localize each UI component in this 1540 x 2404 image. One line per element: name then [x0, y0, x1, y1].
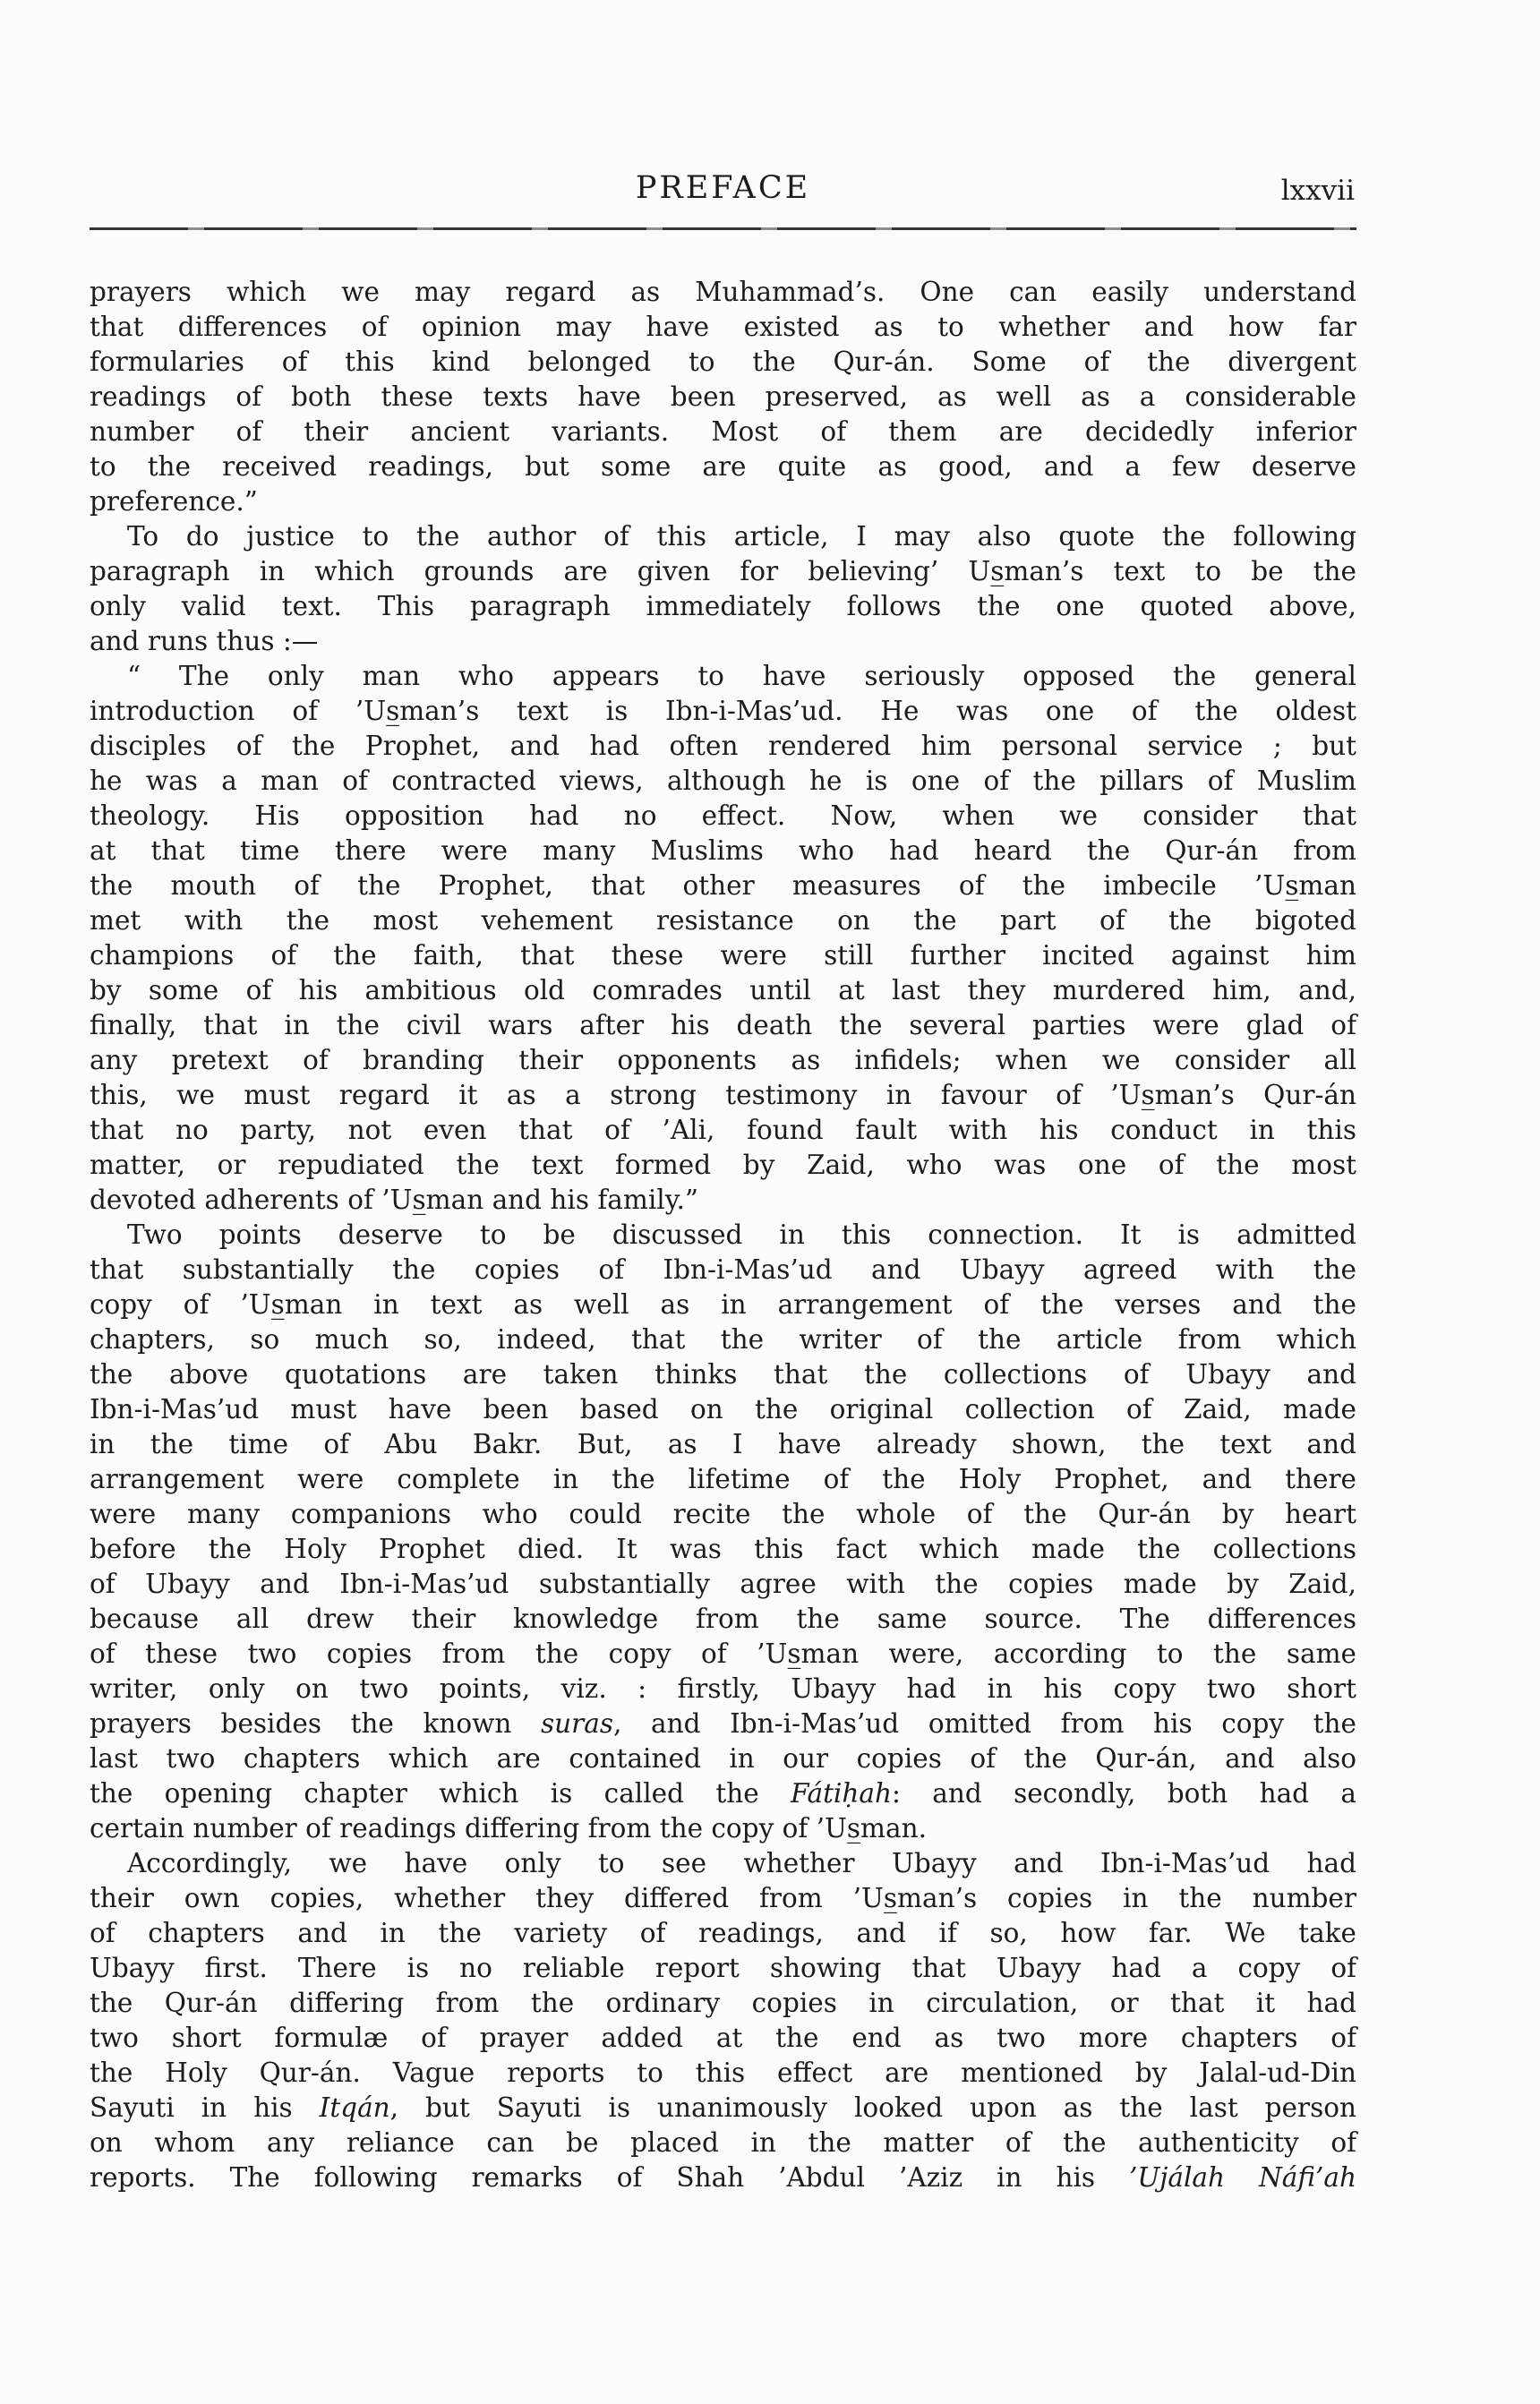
text-line: only valid text. This paragraph immediately follows the one quoted above, — [90, 591, 1356, 621]
text-line: preference.” — [90, 486, 258, 517]
text-line: two short formulæ of prayer added at the end as two more chapters of — [90, 2023, 1356, 2053]
text-line: to the received readings, but some are quite as good, and a few deserve — [90, 451, 1356, 482]
text-line: arrangement were complete in the lifetime of the Holy Prophet, and there — [90, 1464, 1356, 1494]
header-rule-divider — [90, 227, 1356, 230]
text-line: Two points deserve to be discussed in this connection. It is admitted — [127, 1219, 1356, 1250]
paragraph — [90, 1218, 1356, 1846]
text-line: this, we must regard it as a strong testimony in favour of ’Us̲man’s Qur-án — [90, 1080, 1356, 1110]
text-line: the above quotations are taken thinks that the collections of Ubayy and — [90, 1359, 1356, 1390]
text-line: were many companions who could recite the whole of the Qur-án by heart — [90, 1499, 1356, 1529]
text-line: formularies of this kind belonged to the Qur-án. Some of the divergent — [90, 346, 1356, 377]
paragraph — [90, 1846, 1356, 2195]
text-line: met with the most vehement resistance on the part of the bigoted — [90, 905, 1356, 936]
text-line: and runs thus :— — [90, 626, 319, 656]
text-line: in the time of Abu Bakr. But, as I have already shown, the text and — [90, 1429, 1356, 1459]
text-line: the Holy Qur-án. Vague reports to this effect are mentioned by Jalal-ud-Din — [90, 2058, 1356, 2088]
text-line: he was a man of contracted views, although he is one of the pillars of Muslim — [90, 766, 1356, 796]
text-line: devoted adherents of ’Us̲man and his family.” — [90, 1185, 698, 1215]
text-line: that differences of opinion may have existed as to whether and how far — [90, 312, 1356, 342]
page-text — [90, 275, 1356, 2195]
text-line: matter, or repudiated the text formed by Zaid, who was one of the most — [90, 1150, 1356, 1180]
text-line: Sayuti in his Itqán, but Sayuti is unanimously looked upon as the last person — [90, 2092, 1357, 2123]
text-line: of these two copies from the copy of ’Us̲man were, according to the same — [90, 1638, 1356, 1669]
text-line: paragraph in which grounds are given for believing’ Us̲man’s text to be the — [90, 556, 1356, 586]
text-line: introduction of ’Us̲man’s text is Ibn-i-Mas’ud. He was one of the oldest — [90, 696, 1356, 726]
paragraph — [90, 519, 1356, 659]
text-line: chapters, so much so, indeed, that the writer of the article from which — [90, 1324, 1356, 1355]
text-line: readings of both these texts have been preserved, as well as a considerable — [90, 381, 1356, 412]
text-line: disciples of the Prophet, and had often rendered him personal service ; but — [90, 731, 1356, 761]
text-line: that no party, not even that of ’Ali, found fault with his conduct in this — [90, 1115, 1356, 1145]
text-line: theology. His opposition had no effect. Now, when we consider that — [90, 800, 1356, 831]
text-line: copy of ’Us̲man in text as well as in arrangement of the verses and the — [90, 1289, 1356, 1320]
page-header — [90, 170, 1356, 211]
text-line: by some of his ambitious old comrades until at last they murdered him, and, — [90, 975, 1356, 1005]
text-line: Accordingly, we have only to see whether Ubayy and Ibn-i-Mas’ud had — [127, 1848, 1356, 1878]
text-line: of Ubayy and Ibn-i-Mas’ud substantially agree with the copies made by Zaid, — [90, 1569, 1356, 1599]
text-line: at that time there were many Muslims who had heard the Qur-án from — [90, 835, 1356, 866]
text-line: because all drew their knowledge from the same source. The differences — [90, 1604, 1356, 1634]
text-line: prayers besides the known suras, and Ibn-i-Mas’ud omitted from his copy the — [90, 1708, 1356, 1739]
page-title: PREFACE — [635, 170, 811, 206]
text-line: certain number of readings differing from the copy of ’Us̲man. — [90, 1813, 927, 1844]
text-line: the opening chapter which is called the Fátiḥah: and secondly, both had a — [90, 1778, 1356, 1809]
text-line: last two chapters which are contained in our copies of the Qur-án, and also — [90, 1743, 1356, 1774]
text-line: Ubayy first. There is no reliable report showing that Ubayy had a copy of — [90, 1953, 1356, 1983]
text-line: the mouth of the Prophet, that other measures of the imbecile ’Us̲man — [90, 870, 1356, 901]
text-line: reports. The following remarks of Shah ’Abdul ’Aziz in his ’Ujálah Náfi’ah — [90, 2162, 1357, 2193]
text-line: that substantially the copies of Ibn-i-Mas’ud and Ubayy agreed with the — [90, 1254, 1356, 1285]
paragraph — [90, 275, 1356, 519]
text-line: writer, only on two points, viz. : firstly, Ubayy had in his copy two short — [90, 1673, 1356, 1704]
text-line: champions of the faith, that these were still further incited against him — [90, 940, 1356, 971]
text-line: To do justice to the author of this article, I may also quote the following — [127, 521, 1356, 552]
text-line: any pretext of branding their opponents as infidels; when we consider all — [90, 1045, 1356, 1075]
page-number: lxxvii — [1280, 175, 1355, 207]
text-line: their own copies, whether they differed from ’Us̲man’s copies in the number — [90, 1883, 1356, 1913]
text-line: prayers which we may regard as Muhammad’s. One can easily understand — [90, 277, 1356, 307]
text-line: on whom any reliance can be placed in the matter of the authenticity of — [90, 2127, 1356, 2158]
text-line: of chapters and in the variety of readings, and if so, how far. We take — [90, 1918, 1356, 1948]
text-line: before the Holy Prophet died. It was this fact which made the collections — [90, 1534, 1356, 1564]
text-line: finally, that in the civil wars after his death the several parties were glad of — [90, 1010, 1356, 1040]
text-line: the Qur-án differing from the ordinary copies in circulation, or that it had — [90, 1988, 1356, 2018]
paragraph — [90, 659, 1356, 1218]
text-line: number of their ancient variants. Most of them are decidedly inferior — [90, 416, 1356, 447]
text-line: Ibn-i-Mas’ud must have been based on the original collection of Zaid, made — [90, 1394, 1356, 1424]
text-line: “ The only man who appears to have seriously opposed the general — [127, 661, 1356, 691]
